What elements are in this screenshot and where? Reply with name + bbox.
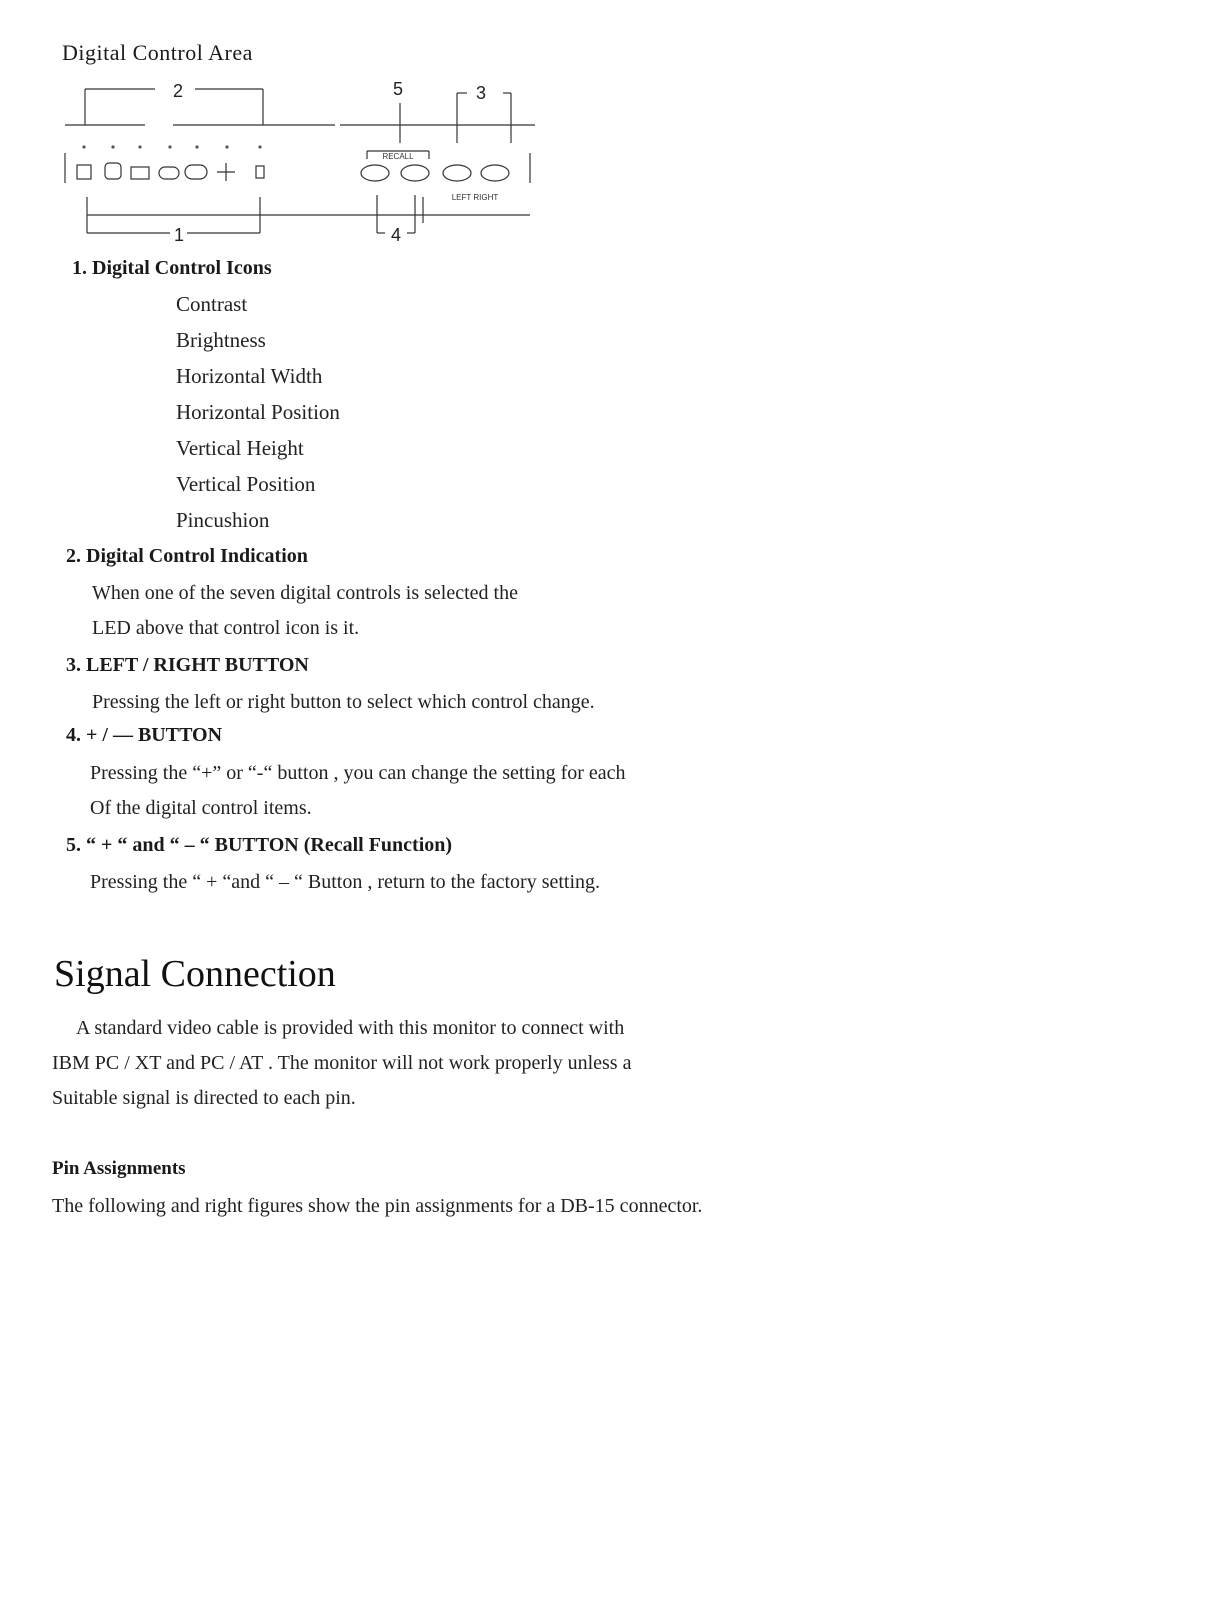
item-2-heading: 2. Digital Control Indication xyxy=(66,545,308,567)
pin-assignments-text: The following and right figures show the pin assignments for a DB-15 connector. xyxy=(52,1195,703,1217)
pin-assignments-heading: Pin Assignments xyxy=(52,1158,186,1179)
icon-list-item: Contrast xyxy=(176,292,248,316)
icon-list-item: Horizontal Width xyxy=(176,364,323,388)
item-4-line: Pressing the “+” or “-“ button , you can change the setting for each xyxy=(90,762,626,784)
item-1-heading: 1. Digital Control Icons xyxy=(72,257,272,279)
icon-list-item: Horizontal Position xyxy=(176,400,340,424)
signal-paragraph-line: Suitable signal is directed to each pin. xyxy=(52,1087,356,1109)
icon-list-item: Pincushion xyxy=(176,508,270,532)
item-4-heading: 4. + / — BUTTON xyxy=(66,724,223,746)
signal-paragraph-line: IBM PC / XT and PC / AT . The monitor will not work properly unless a xyxy=(52,1052,632,1074)
signal-paragraph-line: A standard video cable is provided with this monitor to connect with xyxy=(76,1017,625,1039)
signal-connection-title: Signal Connection xyxy=(54,953,336,995)
section-title: Digital Control Area xyxy=(62,40,253,65)
item-5-heading: 5. “ + “ and “ – “ BUTTON (Recall Function) xyxy=(66,834,453,856)
callout-2: 2 xyxy=(172,81,184,101)
icon-list-item: Brightness xyxy=(176,328,266,352)
icon-list-item: Vertical Height xyxy=(176,436,304,460)
left-right-label: LEFT RIGHT xyxy=(451,193,499,202)
item-3-line: Pressing the left or right button to select which control change. xyxy=(92,691,595,713)
callout-4: 4 xyxy=(390,225,402,245)
item-2-line: LED above that control icon is it. xyxy=(92,617,360,639)
item-3-heading: 3. LEFT / RIGHT BUTTON xyxy=(66,654,309,676)
icon-list-item: Vertical Position xyxy=(176,472,316,496)
callout-3: 3 xyxy=(475,83,487,103)
callout-1: 1 xyxy=(173,225,185,245)
item-4-line: Of the digital control items. xyxy=(90,797,312,819)
recall-label: RECALL xyxy=(382,152,414,161)
item-2-line: When one of the seven digital controls is selected the xyxy=(92,582,518,604)
item-5-line: Pressing the “ + “and “ – “ Button , return to the factory setting. xyxy=(90,871,601,893)
callout-5: 5 xyxy=(392,79,404,99)
digital-control-diagram xyxy=(55,75,545,245)
